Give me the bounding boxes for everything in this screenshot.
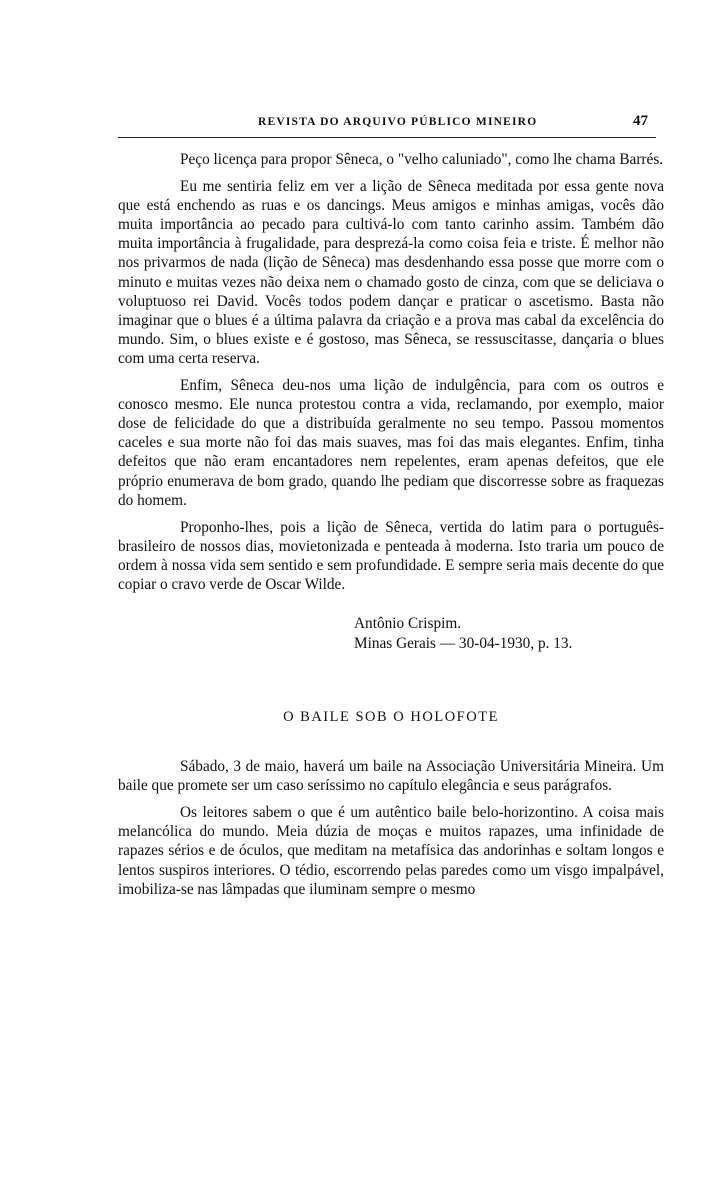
paragraph-4: Proponho-lhes, pois a lição de Sêneca, vertida do latim para o português-brasileiro de nossos dias, movietonizada e penteada à moderna. Isto traria um pouco de ordem à nossa vida sem sentido e sem profundidade. E sempre seria mais decente do que copiar o cravo verde de Oscar Wilde. <box>118 518 664 593</box>
text-body <box>118 150 664 907</box>
section-paragraph-1: Sábado, 3 de maio, haverá um baile na Associação Universitária Mineira. Um baile que promete ser um caso seríssimo no capítulo elegância e seus parágrafos. <box>118 758 664 795</box>
running-title: REVISTA DO ARQUIVO PÚBLICO MINEIRO <box>258 116 538 128</box>
page-number: 47 <box>633 113 648 129</box>
section-title: O BAILE SOB O HOLOFOTE <box>283 709 499 726</box>
header-rule <box>118 137 656 138</box>
signature-author: Antônio Crispim. <box>354 615 462 633</box>
section-paragraph-2: Os leitores sabem o que é um autêntico baile belo-horizontino. A coisa mais melancólica do mundo. Meia dúzia de moças e muitos rapazes, uma infinidade de rapazes sérios e de óculos, que meditam na metafísica das andorinhas e soltam longos e lentos suspiros interiores. O tédio, escorrendo pelas paredes como um visgo impalpável, imobiliza-se nas lâmpadas que iluminam sempre o mesmo <box>118 804 664 898</box>
signature-block <box>354 614 664 654</box>
paragraph-2: Eu me sentiria feliz em ver a lição de Sêneca meditada por essa gente nova que está enchendo as ruas e os dancings. Meus amigos e minhas amigas, vocês dão muita importância ao pecado para cultivá-lo com tanto carinho assim. Também dão muita importância à frugalidade, para desprezá-la como coisa feia e triste. É melhor não nos privarmos de nada (lição de Sêneca) mas desdenhando essa posse que morre com o minuto e muitas vezes não deixa nem o chamado gosto de cinza, com que se deliciava o voluptuoso rei David. Vocês todos podem dançar e praticar o ascetismo. Basta não imaginar que o blues é a última palavra da criação e a prova mas cabal da excelência do mundo. Sim, o blues existe e é gostoso, mas Sêneca, se ressuscitasse, dançaria o blues com uma certa reserva. <box>118 178 664 367</box>
paragraph-3: Enfim, Sêneca deu-nos uma lição de indulgência, para com os outros e conosco mesmo. Ele nunca protestou contra a vida, reclamando, por exemplo, maior dose de felicidade do que a distribuída geralmente no seu tempo. Passou momentos caceles e sua morte não foi das mais suaves, mas foi das mais elegantes. Enfim, tinha defeitos que não eram encantadores nem repelentes, eram apenas defeitos, que ele próprio enumerava de bom grado, quando lhe pediam que discorresse sobre as fraquezas do homem. <box>118 377 664 509</box>
running-head <box>118 113 656 136</box>
paragraph-1: Peço licença para propor Sêneca, o "velho caluniado", como lhe chama Barrés. <box>180 151 664 168</box>
signature-source: Minas Gerais — 30-04-1930, p. 13. <box>354 635 573 653</box>
